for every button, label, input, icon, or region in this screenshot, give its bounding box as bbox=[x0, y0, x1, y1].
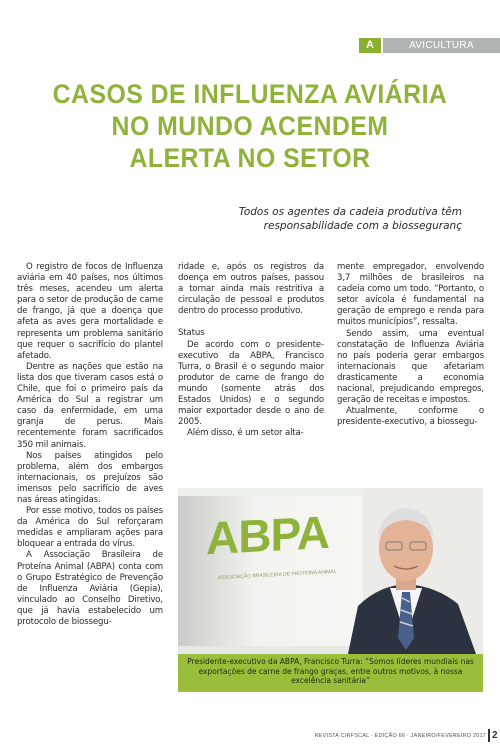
page-number: 2 bbox=[488, 729, 500, 742]
footer-publication: REVISTA CIRFSCAL · EDIÇÃO 66 · JANEIRO/FEVEREIRO 2017 bbox=[314, 733, 486, 739]
abpa-logo-subtitle: ASSOCIAÇÃO BRASILEIRA DE PROTEÍNA ANIMAL bbox=[218, 568, 337, 582]
abpa-logo: ABPA bbox=[206, 505, 329, 565]
title-line: ALERTA NO SETOR bbox=[129, 143, 371, 173]
section-label: AVICULTURA bbox=[383, 38, 500, 53]
article-subtitle bbox=[100, 205, 462, 233]
photo-caption: Presidente-executivo da ABPA, Francisco Turra: “Somos líderes mundiais nas exportações de carne de frango graças, entre outros motivos, à nossa excelência sanitária” bbox=[178, 654, 483, 692]
paragraph: Atualmente, conforme o presidente-executivo, a biossegu- bbox=[337, 406, 484, 428]
paragraph: Por esse motivo, todos os países da América do Sul reforçaram medidas e ampliaram ações para bloquear a entrada do vírus. bbox=[17, 506, 163, 550]
text-column-3 bbox=[337, 262, 484, 428]
text-column-1 bbox=[17, 262, 163, 628]
article-title bbox=[38, 78, 461, 174]
section-letter-badge: A bbox=[359, 38, 381, 53]
title-line: NO MUNDO ACENDEM bbox=[111, 111, 389, 141]
paragraph: Nos países atingidos pelo problema, além dos embargos internacionais, os prejuízos são imensos pelo sacrifício de aves nas áreas atingidas. bbox=[17, 450, 163, 505]
title-line: CASOS DE INFLUENZA AVIÁRIA bbox=[52, 79, 448, 109]
subtitle-line: Todos os agentes da cadeia produtiva têm bbox=[238, 206, 462, 218]
section-heading: Status bbox=[178, 328, 205, 339]
paragraph: Sendo assim, uma eventual constatação de Influenza Aviária no país poderia gerar embargos internacionais que afetariam drasticamente a economia nacional, prejudicando empregos, geração de receitas e impostos. bbox=[337, 328, 484, 406]
person-figure bbox=[328, 488, 483, 654]
portrait-photo bbox=[178, 488, 483, 654]
paragraph: A Associação Brasileira de Proteína Animal (ABPA) conta com o Grupo Estratégico de Prevenção de Influenza Aviária (Gepia), vinculado ao Conselho Diretivo, que já havia estabelecido um protocolo de biossegu- bbox=[17, 550, 163, 627]
paragraph: Dentre as nações que estão na lista dos que tiveram casos está o Chile, que foi o primeiro país da América do Sul a registrar um caso da enfermidade, em uma granja de perus. Mais recentemente foram sacrificados 350 mil animais. bbox=[17, 361, 163, 450]
paragraph: ridade e, após os registros da doença em outros países, passou a tornar ainda mais restritiva a circulação de pessoal e produtos dentro do processo produtivo. bbox=[178, 262, 324, 317]
paragraph: mente empregador, envolvendo 3,7 milhões de brasileiros na cadeia como um todo. “Portanto, o setor avícola é fundamental na geração de emprego e renda para muitos municípios”, ressalta. bbox=[337, 262, 484, 328]
text-column-2 bbox=[178, 262, 324, 439]
paragraph: Além disso, é um setor alta- bbox=[187, 428, 304, 439]
paragraph: De acordo com o presidente-executivo da ABPA, Francisco Turra, o Brasil é o segundo maior produtor de carne de frango do mundo (somente atrás dos Estados Unidos) e o segundo maior exportador desde o ano de 2005. bbox=[178, 339, 324, 428]
subtitle-line: responsabilidade com a biosseguranç bbox=[263, 220, 462, 232]
paragraph: O registro de focos de Influenza aviária em 40 países, nos últimos três meses, acendeu um alerta para o setor de produção de carne de frango, já que a doença que afeta as aves gera mortalidade e representa um problema sanitário que requer o sacrifício do plantel afetado. bbox=[17, 262, 163, 361]
